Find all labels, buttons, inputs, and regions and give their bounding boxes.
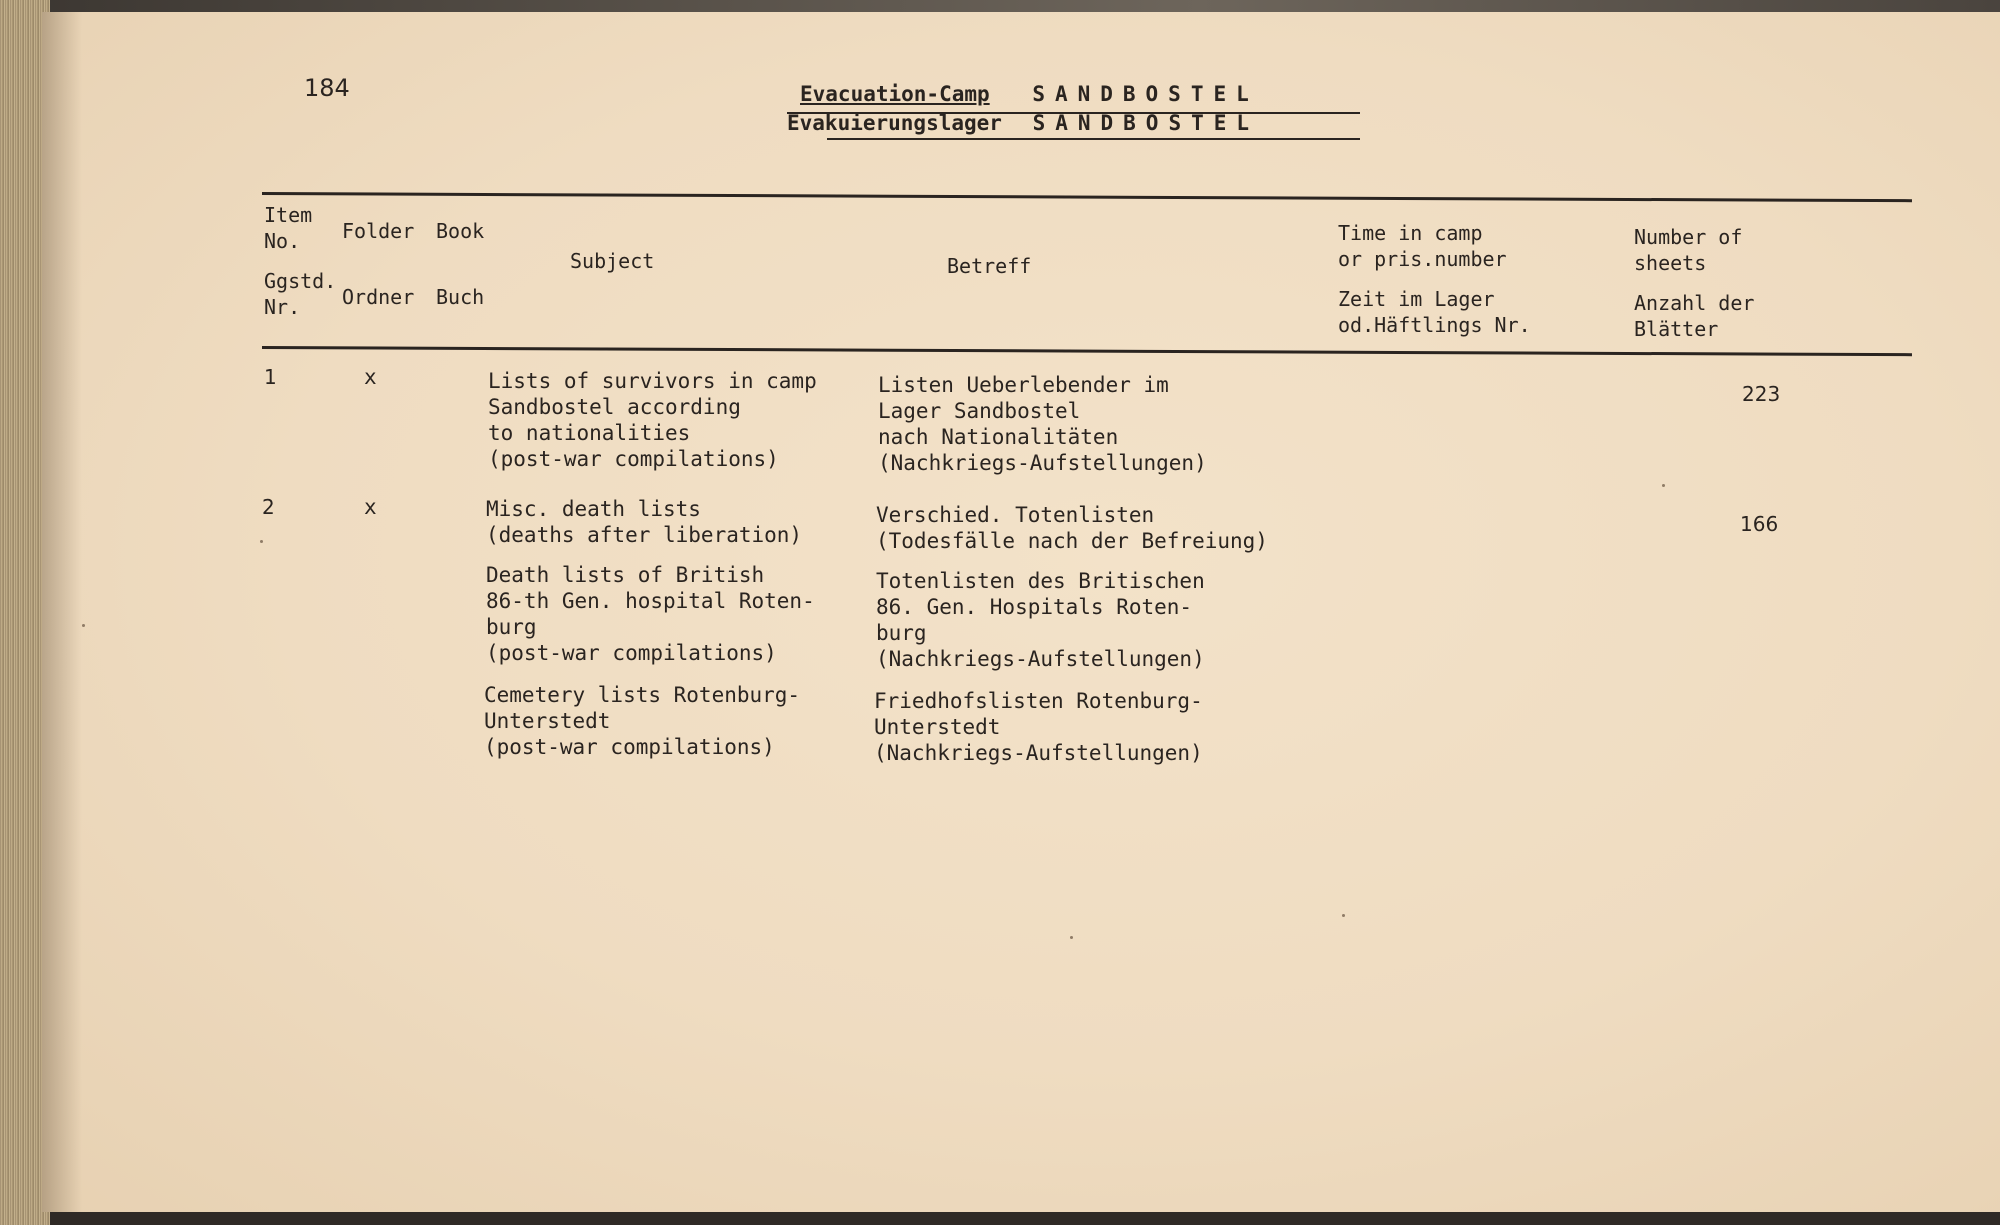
header-sheets-line1: Number of [1634,225,1743,249]
row-1-subject-line: Lists of survivors in camp [488,369,817,393]
row-1-subject [488,368,817,472]
row-2-subject [486,496,802,548]
header-number-of-sheets [1634,224,1742,276]
row-2-betreff-line: (Todesfälle nach der Befreiung) [876,529,1268,553]
header-zeit-line1: Zeit im Lager [1338,287,1495,311]
row-2-betreff-line: Friedhofslisten Rotenburg- [874,689,1203,713]
row-2-subject-line: burg [486,615,537,639]
table-top-rule [262,192,1912,202]
page-number: 184 [304,74,350,102]
header-sheets-line2: sheets [1634,251,1707,275]
row-2-subject-line: (deaths after liberation) [486,523,803,547]
row-1-subject-line: (post-war compilations) [488,447,779,471]
header-folder: Folder [342,219,415,243]
header-buch: Buch [436,285,485,309]
row-2-betreff-british-hospital [876,568,1205,672]
header-item-no [264,202,312,254]
header-anzahl-line2: Blätter [1634,317,1719,341]
header-ggstd-line2: Nr. [264,295,301,319]
row-1-betreff-line: Lager Sandbostel [878,399,1081,423]
paper-speck [82,624,85,627]
row-2-betreff-line: (Nachkriegs-Aufstellungen) [874,741,1203,765]
title-german-label: Evakuierungslager [787,111,1002,135]
paper-speck [260,540,263,543]
row-1-subject-line: Sandbostel according [488,395,741,419]
header-anzahl-der-blaetter [1634,290,1754,342]
header-time-in-camp [1338,220,1507,272]
row-2-subject-line: Death lists of British [486,563,765,587]
row-1-subject-line: to nationalities [488,421,691,445]
row-2-betreff-cemetery [874,688,1203,766]
header-ggstd-nr [264,268,336,320]
row-1-item: 1 [264,365,277,389]
row-2-item: 2 [262,495,275,519]
header-ordner: Ordner [342,285,415,309]
header-time-line1: Time in camp [1338,221,1483,245]
row-1-betreff-line: (Nachkriegs-Aufstellungen) [878,451,1207,475]
row-2-subject-line: Cemetery lists Rotenburg- [484,683,801,707]
row-2-betreff-line: Unterstedt [874,715,1001,739]
header-betreff: Betreff [947,254,1032,278]
table-header-rule [262,346,1912,356]
title-camp-name-german: SANDBOSTEL [1032,111,1260,135]
paper-speck [1342,914,1345,917]
row-2-betreff-line: (Nachkriegs-Aufstellungen) [876,647,1205,671]
row-1-sheets: 223 [1742,382,1781,406]
row-2-subject-line: (post-war compilations) [484,735,775,759]
row-2-betreff-line: Totenlisten des Britischen [876,569,1205,593]
title-english [800,82,1259,106]
header-subject: Subject [570,249,655,273]
row-2-betreff-line: burg [876,621,927,645]
row-2-sheets: 166 [1740,512,1779,536]
gutter-shadow [42,12,82,1212]
title-camp-name: SANDBOSTEL [1032,82,1259,106]
row-2-subject-line: 86-th Gen. hospital Roten- [486,589,815,613]
document-page [42,12,2000,1212]
scan-top-edge [0,0,2000,12]
row-2-subject-line: (post-war compilations) [486,641,777,665]
row-2-folder-mark: x [364,495,377,519]
row-2-subject-line: Misc. death lists [486,497,701,521]
title-english-label: Evacuation-Camp [800,82,990,106]
paper-speck [1070,936,1073,939]
row-1-betreff-line: nach Nationalitäten [878,425,1119,449]
row-2-subject-british-hospital [486,562,815,666]
header-zeit-im-lager [1338,286,1531,338]
header-time-line2: or pris.number [1338,247,1507,271]
row-2-subject-line: Unterstedt [484,709,611,733]
header-zeit-line2: od.Häftlings Nr. [1338,313,1531,337]
row-2-betreff-line: Verschied. Totenlisten [876,503,1155,527]
row-2-subject-cemetery [484,682,800,760]
header-item-line1: Item [264,203,313,227]
row-2-betreff-line: 86. Gen. Hospitals Roten- [876,595,1193,619]
header-ggstd-line1: Ggstd. [264,269,337,293]
title-german [787,111,1259,135]
header-item-line2: No. [264,229,301,253]
header-anzahl-line1: Anzahl der [1634,291,1755,315]
row-2-betreff [876,502,1268,554]
paper-speck [1662,484,1665,487]
title-underline-2 [827,138,1360,140]
row-1-betreff-line: Listen Ueberlebender im [878,373,1169,397]
row-1-folder-mark: x [364,365,377,389]
header-book: Book [436,219,485,243]
row-1-betreff [878,372,1207,476]
